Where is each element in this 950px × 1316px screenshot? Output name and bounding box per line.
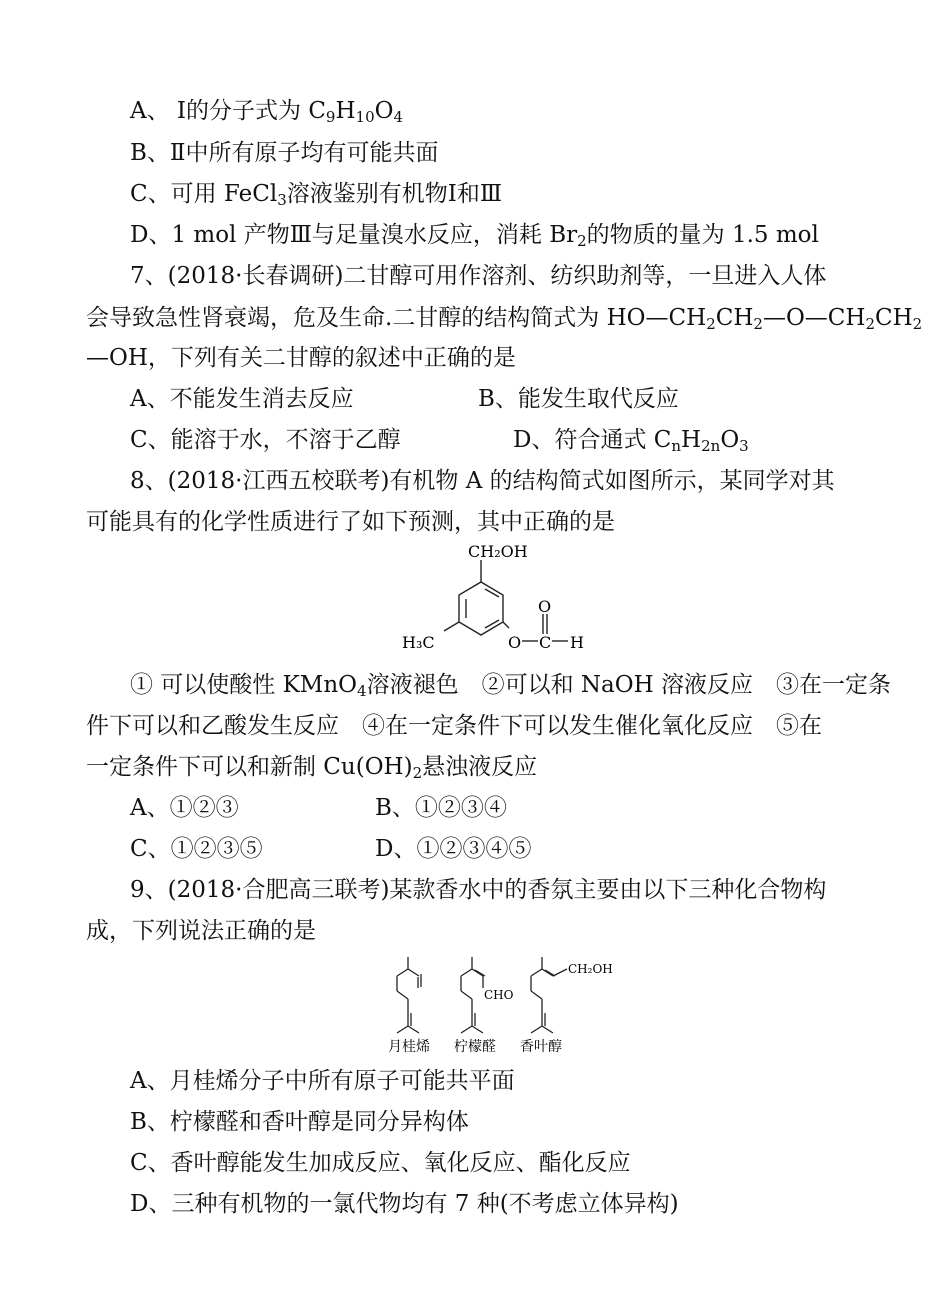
q7-option-a: A、不能发生消去反应 [130,386,354,412]
text-part: D、1 mol 产物Ⅲ与足量溴水反应，消耗 Br [130,222,578,248]
text-part: 一定条件下可以和新制 Cu(OH) [86,754,413,780]
q8-prediction-line2: 件下可以和乙酸发生反应 ④在一定条件下可以发生催化氧化反应 ⑤在 [86,713,822,739]
sub: 2 [706,315,716,333]
q8-ch2oh-label: CH₂OH [468,542,528,561]
sub: 9 [325,108,336,126]
text-part: 溶液鉴别有机物Ⅰ和Ⅲ [286,181,502,207]
q6-option-d [130,220,819,250]
text-part: O [720,427,740,453]
q8-prediction-line1 [130,670,891,700]
text-part: O [374,98,394,124]
text-part: CH [875,305,913,331]
q6-option-b: B、Ⅱ中所有原子均有可能共面 [130,140,439,166]
q9-myrcene-label: 月桂烯 [388,1039,430,1055]
q9-geraniol-label: 香叶醇 [520,1039,562,1055]
text-part: 的物质的量为 1.5 mol [586,222,819,248]
text-part: —O—CH [762,305,866,331]
text-part: C、可用 FeCl [130,181,278,207]
text-part: 会导致急性肾衰竭，危及生命.二甘醇的结构简式为 HO—CH [86,305,707,331]
q7-stem-line1: 7、(2018·长春调研)二甘醇可用作溶剂、纺织助剂等，一旦进入人体 [130,263,827,289]
text-part: 溶液褪色 ②可以和 NaOH 溶液反应 ③在一定条 [366,672,891,698]
sub: n [671,437,682,455]
q7-option-c: C、能溶于水，不溶于乙醇 [130,427,401,453]
sub: 4 [357,682,367,700]
q8-option-c: C、①②③⑤ [130,836,263,862]
q8-carbonyl-o-label: O [538,597,552,616]
q8-h-label: H [570,633,584,652]
q7-option-d [513,425,749,455]
sub: 3 [277,191,287,209]
q9-stem-line2: 成，下列说法正确的是 [86,918,316,944]
q9-option-c: C、香叶醇能发生加成反应、氧化反应、酯化反应 [130,1150,631,1176]
q8-stem-line2: 可能具有的化学性质进行了如下预测，其中正确的是 [86,509,615,535]
text-part: D、符合通式 C [513,427,672,453]
sub: 2 [577,232,587,250]
sub: 4 [393,108,404,126]
q9-option-d: D、三种有机物的一氯代物均有 7 种(不考虑立体异构) [130,1191,679,1217]
q8-structure-diagram [398,540,618,660]
q9-cho-label: CHO [484,988,514,1002]
text-part: H [335,98,356,124]
sub: 10 [355,108,375,126]
q9-citral-label: 柠檬醛 [454,1039,496,1055]
sub: 2n [701,437,721,455]
q8-prediction-line3 [86,752,537,782]
q6-option-c [130,179,502,209]
sub: 2 [753,315,763,333]
sub: 2 [412,764,423,782]
text-part: H [681,427,702,453]
q7-option-b: B、能发生取代反应 [478,386,679,412]
q9-option-b: B、柠檬醛和香叶醇是同分异构体 [130,1109,469,1135]
sub: 3 [739,437,749,455]
sub: 2 [865,315,876,333]
q8-stem-line1: 8、(2018·江西五校联考)有机物 A 的结构简式如图所示，某同学对其 [130,468,835,494]
q8-o-label: O [508,633,522,652]
q8-h3c-label: H₃C [402,633,435,652]
q8-c-label: C [539,633,552,652]
text-part: CH [715,305,754,331]
sub: 2 [912,315,923,333]
q7-stem-line2 [86,303,922,333]
q8-option-a: A、①②③ [130,795,239,821]
q9-option-a: A、月桂烯分子中所有原子可能共平面 [130,1068,515,1094]
q6-option-a-text: A、 Ⅰ的分子式为 C [130,98,326,124]
q9-ch2oh-label: CH₂OH [568,962,613,976]
q6-option-a [130,96,403,126]
q9-stem-line1: 9、(2018·合肥高三联考)某款香水中的香氛主要由以下三种化合物构 [130,877,827,903]
q8-option-d: D、①②③④⑤ [375,836,532,862]
text-part: 悬浊液反应 [422,754,538,780]
q8-option-b: B、①②③④ [375,795,507,821]
text-part: ① 可以使酸性 KMnO [130,672,358,698]
q9-structures-diagram [380,955,660,1060]
q7-stem-line3: —OH，下列有关二甘醇的叙述中正确的是 [86,345,516,371]
